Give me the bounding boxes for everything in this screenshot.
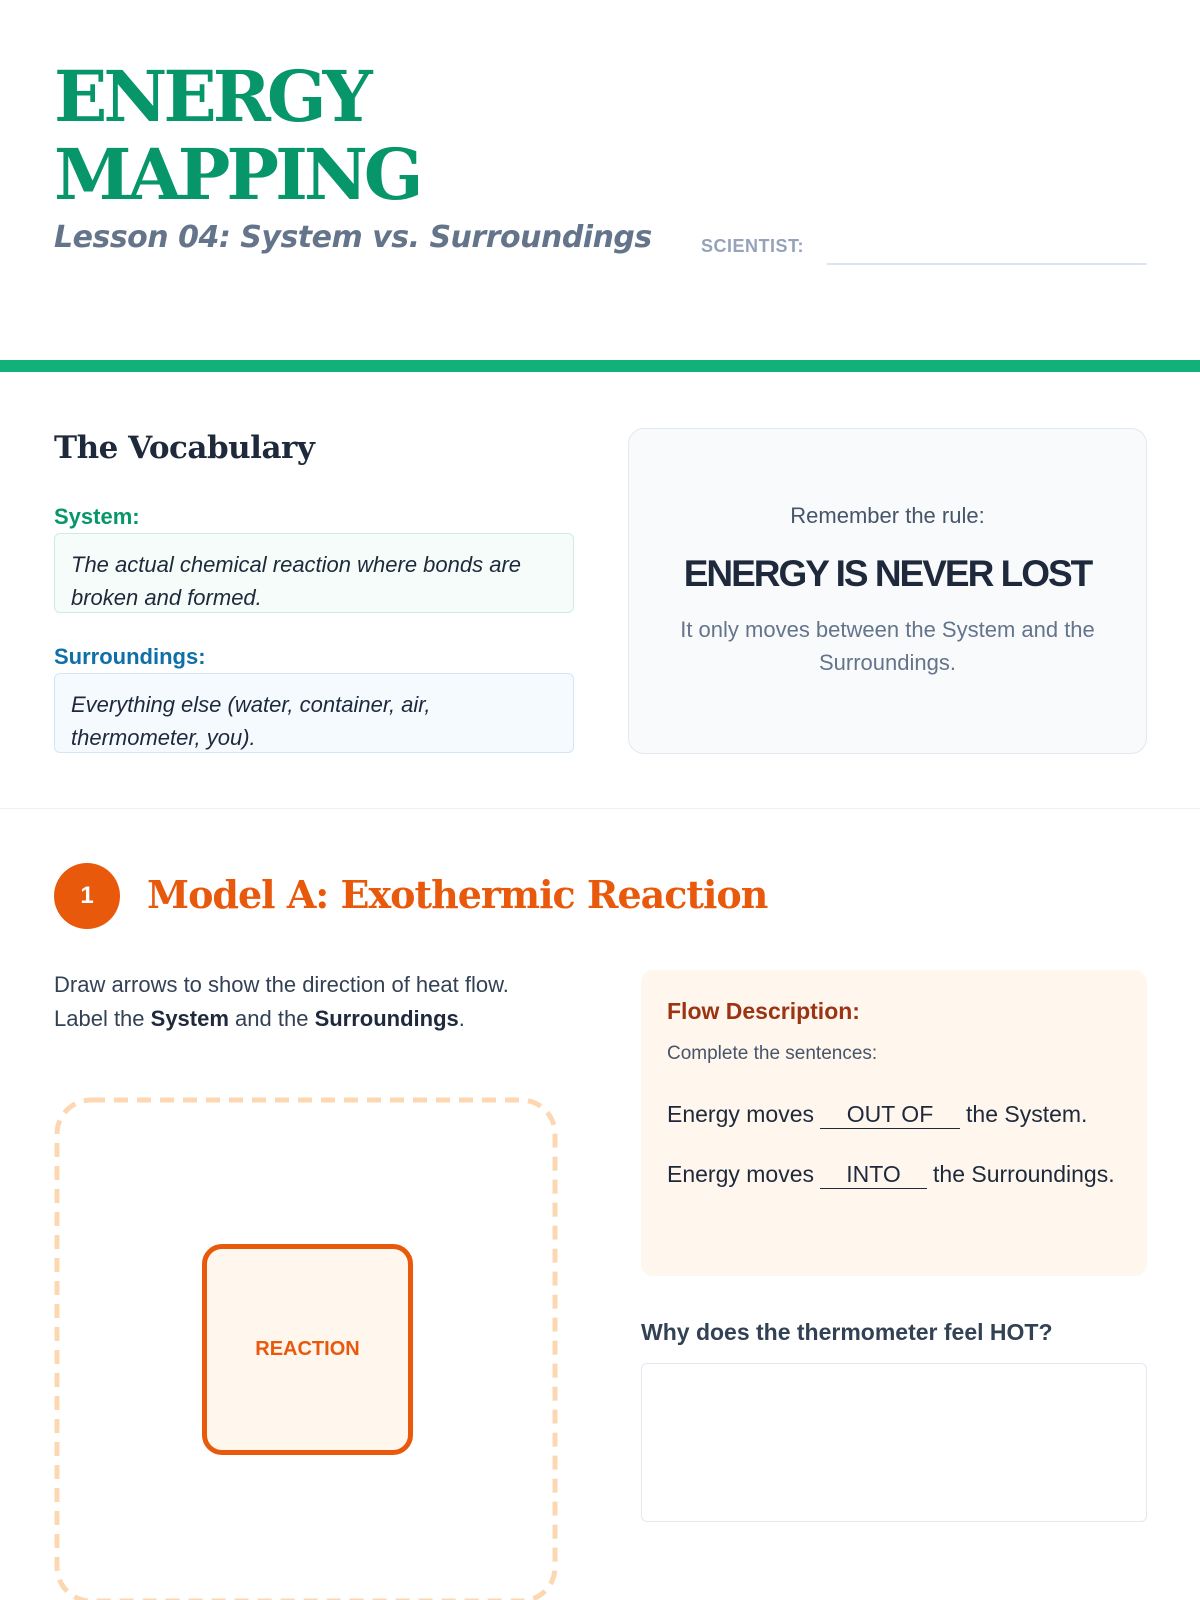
model-instructions (54, 968, 554, 1036)
instruction-text-2: and the (228, 1006, 315, 1031)
vocabulary-heading: The Vocabulary (54, 430, 315, 466)
sentence-2-blank[interactable]: INTO (820, 1160, 927, 1189)
model-number-badge: 1 (54, 863, 120, 929)
system-definition: The actual chemical reaction where bonds are broken and formed. (54, 533, 574, 613)
scientist-name-line[interactable] (827, 263, 1147, 265)
flow-sentence-1 (667, 1097, 1127, 1131)
lesson-subtitle: Lesson 04: System vs. Surroundings (54, 220, 652, 255)
sentence-1-end: the System. (966, 1101, 1088, 1127)
surroundings-term: Surroundings: (54, 644, 206, 669)
scientist-label: SCIENTIST: (701, 236, 805, 256)
reaction-label: REACTION (255, 1338, 360, 1360)
flow-title: Flow Description: (667, 998, 860, 1024)
instruction-text-end: . (458, 1006, 465, 1031)
sentence-2-start: Energy moves (667, 1161, 815, 1187)
surroundings-definition: Everything else (water, container, air, thermometer, you). (54, 673, 574, 753)
rule-intro: Remember the rule: (790, 503, 985, 528)
rule-main: ENERGY IS NEVER LOST (683, 553, 1092, 594)
flow-subtitle: Complete the sentences: (667, 1043, 878, 1064)
rule-card (628, 428, 1147, 754)
thermometer-question: Why does the thermometer feel HOT? (641, 1319, 1053, 1345)
flow-description-card (641, 970, 1147, 1276)
sentence-1-blank[interactable]: OUT OF (820, 1100, 960, 1129)
worksheet-title (54, 55, 420, 216)
rule-subtext: It only moves between the System and the Surroundings. (680, 617, 1095, 675)
instruction-surroundings: Surroundings (314, 1006, 459, 1031)
sentence-1-start: Energy moves (667, 1101, 815, 1127)
header-divider-bar (0, 360, 1200, 372)
title-line-1: ENERGY (54, 55, 369, 138)
sentence-2-end: the Surroundings. (933, 1161, 1115, 1187)
answer-box[interactable] (641, 1363, 1147, 1522)
flow-sentence-2 (667, 1157, 1127, 1191)
section-divider (0, 808, 1200, 809)
title-line-2: MAPPING (54, 133, 420, 216)
instruction-system: System (150, 1006, 229, 1031)
reaction-box (202, 1244, 413, 1455)
worksheet-header (0, 0, 1200, 362)
system-term: System: (54, 504, 140, 529)
instruction-text-1: Draw arrows to show the direction of heat flow. Label the (54, 972, 509, 1031)
model-title: Model A: Exothermic Reaction (147, 872, 768, 917)
